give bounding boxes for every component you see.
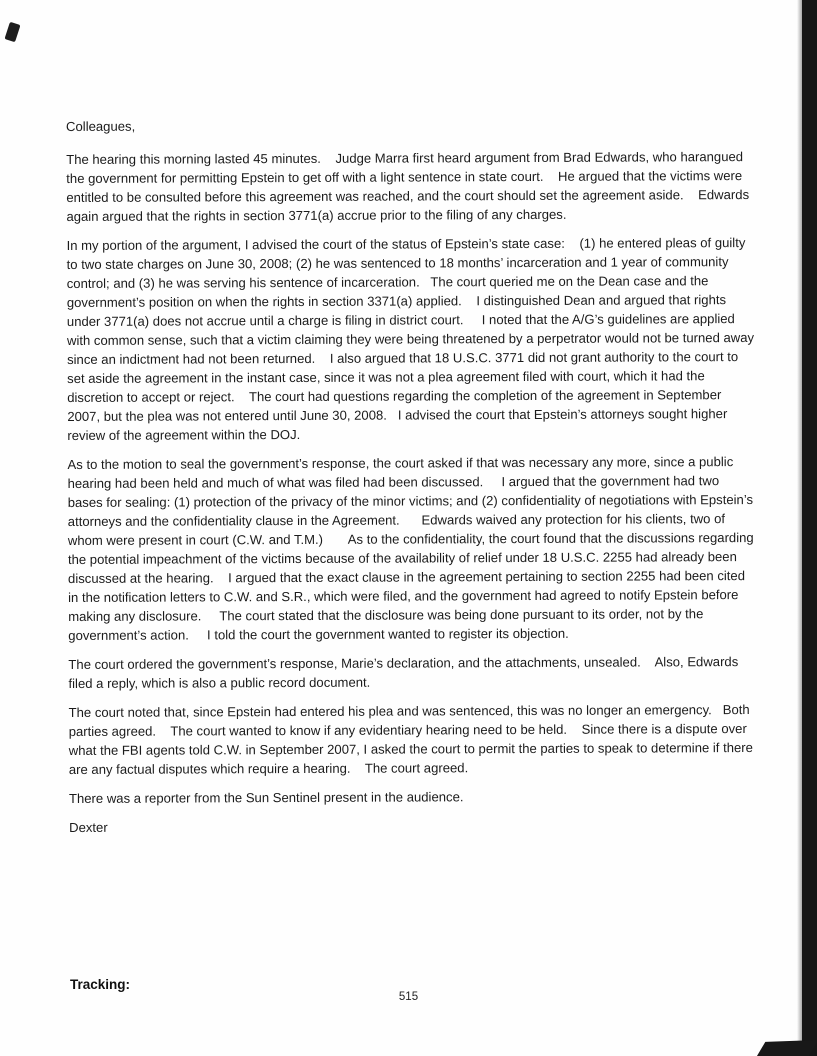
scan-artifact-right-edge xyxy=(802,0,817,1056)
scan-artifact-corner-mark xyxy=(4,22,20,43)
scan-artifact-bottom-smudge xyxy=(756,1040,817,1056)
paragraph-reporter-note: There was a reporter from the Sun Sentinel present in the audience. xyxy=(68,789,464,806)
paragraph-argument-status: In my portion of the argument, I advised the court of the status of Epstein’s state case: (1) he entered pleas of guilty to two state charges on June 30, 2008; (2) he was sentenced to 18 months’ incarceration and 1 year of community control; and (3) he was serving his sentence of incarceration. The court queried me on the Dean case and the government’s position on when the rights in section 3371(a) applied. I distinguished Dean and argued that rights under 3771(a) does not accrue until a charge is filing in district court. I noted that the A/G’s guidelines are applied with common sense, such that a victim claiming they were being threatened by a perpetrator would not be turned away since an indictment had not been returned. I also argued that 18 U.S.C. 3771 did not grant authority to the court to set aside the agreement in the instant case, since it was not a plea agreement filed with court, which it had the discretion to accept or reject. The court had questions regarding the completion of the agreement in September 2007, but the plea was not entered until June 30, 2008. I advised the court that Epstein’s attorneys sought higher review of the agreement within the DOJ. xyxy=(66,235,758,443)
signature: Dexter xyxy=(69,819,108,835)
page-number: 515 xyxy=(398,991,419,1003)
letter-body xyxy=(66,114,757,847)
paragraph-motion-to-seal: As to the motion to seal the government’s response, the court asked if that was necessary any more, since a public hearing had been held and much of what was filed had been discussed. I argued that the government had two bases for sealing: (1) protection of the privacy of the minor victims; and (2) confidentiality of negotiations with Epstein’s attorneys and the confidentiality clause in the Agreement. Edwards waived any protection for his clients, two of whom were present in court (C.W. and T.M.) As to the confidentiality, the court found that the discussions regarding the potential impeachment of the victims because of the availability of relief under 18 U.S.C. 2255 had already been discussed at the hearing. I argued that the exact clause in the agreement pertaining to section 2255 had been cited in the notification letters to C.W. and S.R., which were filed, and the government had agreed to notify Epstein before making any disclosure. The court stated that the disclosure was being done pursuant to its order, not by the government’s action. I told the court the government wanted to register its objection. xyxy=(67,454,758,643)
paragraph-hearing-summary: The hearing this morning lasted 45 minutes. Judge Marra first heard argument from Brad Edwards, who harangued the government for permitting Epstein to get off with a light sentence in state court. He argued that the victims were entitled to be consulted before this agreement was reached, and the court should set the agreement aside. Edwards again argued that the rights in section 3771(a) accrue prior to the filing of any charges. xyxy=(66,149,753,224)
tracking-label: Tracking: xyxy=(70,977,131,992)
paragraph-unsealed-order: The court ordered the government’s response, Marie’s declaration, and the attachments, unsealed. Also, Edwards filed a reply, which is also a public record document. xyxy=(68,654,742,691)
paragraph-evidentiary-hearing: The court noted that, since Epstein had entered his plea and was sentenced, this was no longer an emergency. Both parties agreed. The court wanted to know if any evidentiary hearing need to be held. Since there is a dispute over what the FBI agents told C.W. in September 2007, I asked the court to permit the parties to speak to determine if there are any factual disputes which require a hearing. The court agreed. xyxy=(68,702,757,777)
salutation: Colleagues, xyxy=(66,118,136,134)
